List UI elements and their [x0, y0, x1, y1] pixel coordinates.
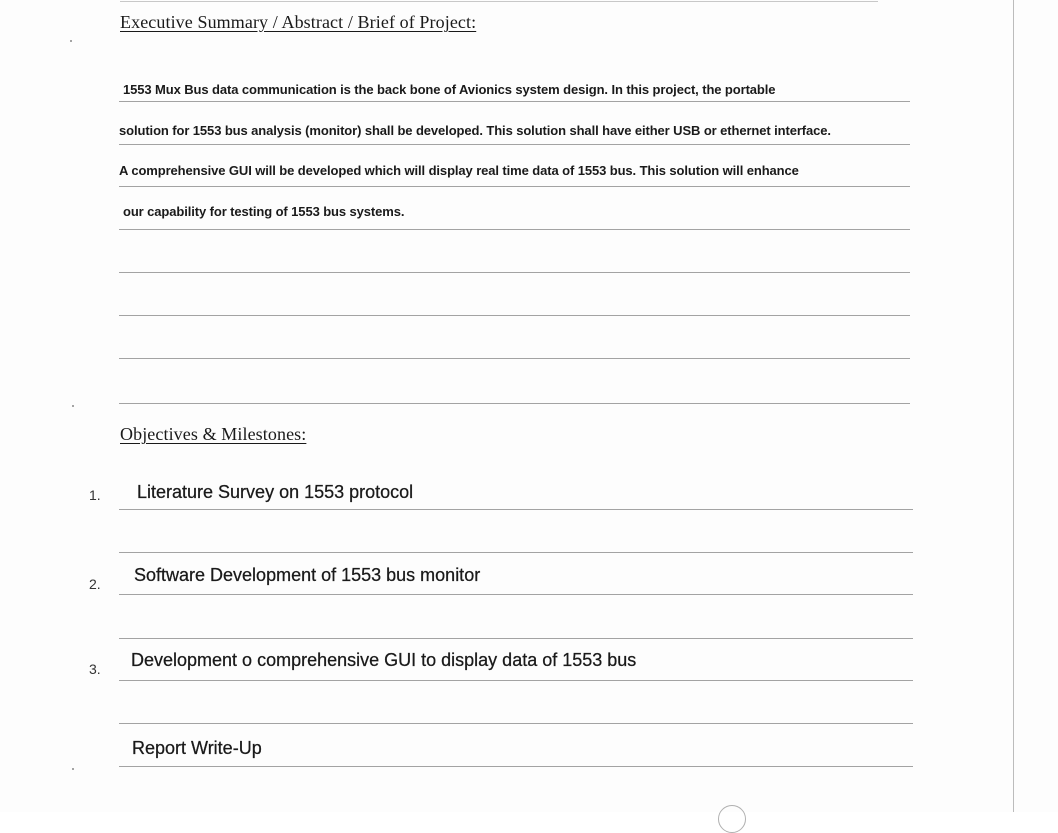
objective-2: Software Development of 1553 bus monitor: [134, 565, 481, 585]
writing-rule: [119, 272, 910, 273]
writing-rule: [119, 766, 913, 767]
margin-mark: [72, 768, 74, 770]
margin-mark: [72, 405, 74, 407]
writing-rule: [119, 144, 910, 145]
objective-1: Literature Survey on 1553 protocol: [137, 482, 414, 502]
writing-rule: [119, 680, 913, 681]
summary-line-2: solution for 1553 bus analysis (monitor) shall be developed. This solution shall have either USB or ethernet interface.: [119, 123, 831, 138]
writing-rule: [119, 358, 910, 359]
writing-rule: [119, 315, 910, 316]
objective-number-1: 1.: [89, 487, 101, 503]
summary-line-3: A comprehensive GUI will be developed which will display real time data of 1553 bus. This solution will enhance: [119, 163, 799, 178]
summary-line-1: 1553 Mux Bus data communication is the back bone of Avionics system design. In this project, the portable: [123, 82, 776, 97]
writing-rule: [119, 186, 910, 187]
writing-rule: [119, 509, 913, 510]
objectives-heading: Objectives & Milestones:: [120, 424, 307, 444]
writing-rule: [119, 101, 910, 102]
page-edge: [1013, 0, 1014, 812]
objective-4: Report Write-Up: [132, 738, 262, 758]
summary-line-4: our capability for testing of 1553 bus systems.: [123, 204, 405, 219]
writing-rule: [119, 638, 913, 639]
objective-3: Development o comprehensive GUI to display data of 1553 bus: [131, 650, 637, 670]
writing-rule: [119, 403, 910, 404]
writing-rule: [119, 229, 910, 230]
objective-number-2: 2.: [89, 576, 101, 592]
writing-rule: [119, 723, 913, 724]
punch-hole-mark: [718, 805, 746, 833]
summary-heading: Executive Summary / Abstract / Brief of Project:: [120, 12, 477, 32]
objective-number-3: 3.: [89, 661, 101, 677]
writing-rule: [119, 552, 913, 553]
top-rule: [120, 1, 878, 2]
writing-rule: [119, 594, 913, 595]
margin-mark: [70, 40, 72, 42]
